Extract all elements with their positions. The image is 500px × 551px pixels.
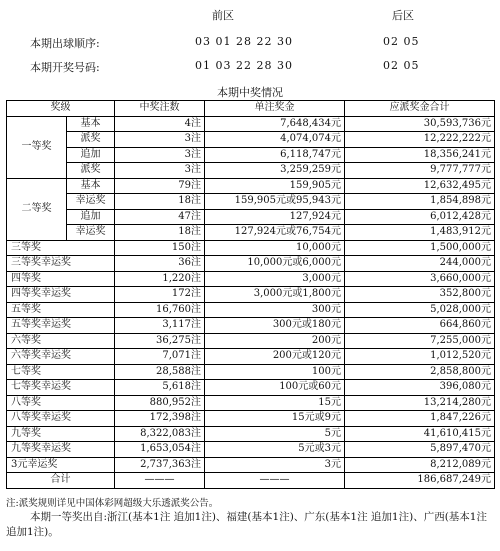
prize-subtype: 追加	[67, 209, 115, 225]
single-prize: 300元	[205, 302, 345, 318]
notes	[6, 497, 496, 540]
prize-level: 三等奖幸运奖	[7, 256, 115, 272]
winner-count: ———	[115, 473, 205, 489]
winner-count: 3注	[115, 163, 205, 179]
single-prize: 100元	[205, 364, 345, 380]
sorted-numbers-label: 本期开奖号码:	[30, 61, 100, 74]
prize-row	[7, 426, 495, 442]
header-total: 应派奖金合计	[345, 101, 495, 117]
prize-subtype: 基本	[67, 116, 115, 132]
single-prize: 3元	[205, 457, 345, 473]
total-prize: 6,012,428元	[345, 209, 495, 225]
sorted-front-numbers: 01 03 22 28 30	[195, 59, 293, 72]
winner-count: 172注	[115, 287, 205, 303]
total-prize: 7,255,000元	[345, 333, 495, 349]
second-prize-group-label: 二等奖	[7, 178, 67, 240]
second-prize-row	[7, 209, 495, 225]
total-prize: 186,687,249元	[345, 473, 495, 489]
winner-count: 47注	[115, 209, 205, 225]
total-prize: 41,610,415元	[345, 426, 495, 442]
winner-count: 3注	[115, 132, 205, 148]
prize-level: 九等奖	[7, 426, 115, 442]
winner-count: 2,737,363注	[115, 457, 205, 473]
total-prize: 5,028,000元	[345, 302, 495, 318]
prize-table-header	[7, 101, 495, 117]
prize-level: 六等奖幸运奖	[7, 349, 115, 365]
prize-subtype: 幸运奖	[67, 194, 115, 210]
first-prize-row	[7, 116, 495, 132]
first-prize-group-label: 一等奖	[7, 116, 67, 178]
single-prize: 200元或120元	[205, 349, 345, 365]
single-prize: 3,000元或1,800元	[205, 287, 345, 303]
prize-row	[7, 271, 495, 287]
prize-row	[7, 395, 495, 411]
single-prize: 300元或180元	[205, 318, 345, 334]
total-prize: 1,012,520元	[345, 349, 495, 365]
winner-count: 880,952注	[115, 395, 205, 411]
prize-row	[7, 302, 495, 318]
prize-subtype: 基本	[67, 178, 115, 194]
table-caption: 本期中奖情况	[217, 86, 283, 99]
winner-count: 36注	[115, 256, 205, 272]
prize-level: 八等奖	[7, 395, 115, 411]
prize-table	[6, 100, 495, 489]
prize-level: 九等奖幸运奖	[7, 442, 115, 458]
footnote: 注:派奖规则详见中国体彩网超级大乐透派奖公告。	[6, 498, 219, 509]
header-single-prize: 单注奖金	[205, 101, 345, 117]
prize-level: 五等奖幸运奖	[7, 318, 115, 334]
winner-count: 79注	[115, 178, 205, 194]
draw-order-back-numbers: 02 05	[383, 35, 420, 48]
total-prize: 12,222,222元	[345, 132, 495, 148]
first-prize-row	[7, 147, 495, 163]
prize-row	[7, 318, 495, 334]
prize-row	[7, 333, 495, 349]
single-prize: ———	[205, 473, 345, 489]
prize-row	[7, 457, 495, 473]
single-prize: 5元	[205, 426, 345, 442]
single-prize: 10,000元	[205, 240, 345, 256]
second-prize-row	[7, 178, 495, 194]
prize-level: 3元幸运奖	[7, 457, 115, 473]
single-prize: 10,000元或6,000元	[205, 256, 345, 272]
single-prize: 5元或3元	[205, 442, 345, 458]
winner-locations: 本期一等奖出自:浙江(基本1注 追加1注)、福建(基本1注)、广东(基本1注 追加1注)、广西(基本1注 追加1注)。	[6, 511, 487, 538]
winner-count: 1,653,054注	[115, 442, 205, 458]
sorted-back-numbers: 02 05	[383, 59, 420, 72]
header-level: 奖级	[7, 101, 115, 117]
prize-subtype: 追加	[67, 147, 115, 163]
winner-count: 18注	[115, 225, 205, 241]
total-prize: 13,214,280元	[345, 395, 495, 411]
single-prize: 159,905元或95,943元	[205, 194, 345, 210]
prize-row	[7, 364, 495, 380]
header-winners: 中奖注数	[115, 101, 205, 117]
winner-count: 16,760注	[115, 302, 205, 318]
winner-count: 5,618注	[115, 380, 205, 396]
winner-count: 18注	[115, 194, 205, 210]
prize-level: 七等奖幸运奖	[7, 380, 115, 396]
winner-count: 36,275注	[115, 333, 205, 349]
winner-count: 172,398注	[115, 411, 205, 427]
single-prize: 7,648,434元	[205, 116, 345, 132]
single-prize: 100元或60元	[205, 380, 345, 396]
winner-count: 28,588注	[115, 364, 205, 380]
prize-level: 六等奖	[7, 333, 115, 349]
single-prize: 15元	[205, 395, 345, 411]
total-prize: 9,777,777元	[345, 163, 495, 179]
prize-subtype: 幸运奖	[67, 225, 115, 241]
prize-level: 三等奖	[7, 240, 115, 256]
prize-subtype: 派奖	[67, 163, 115, 179]
total-prize: 18,356,241元	[345, 147, 495, 163]
total-prize: 1,854,898元	[345, 194, 495, 210]
total-prize: 12,632,495元	[345, 178, 495, 194]
draw-order-label: 本期出球顺序:	[30, 37, 100, 50]
single-prize: 200元	[205, 333, 345, 349]
single-prize: 127,924元或76,754元	[205, 225, 345, 241]
single-prize: 127,924元	[205, 209, 345, 225]
prize-row	[7, 256, 495, 272]
winner-count: 3,117注	[115, 318, 205, 334]
total-row	[7, 473, 495, 489]
total-prize: 3,660,000元	[345, 271, 495, 287]
prize-level: 八等奖幸运奖	[7, 411, 115, 427]
winner-count: 150注	[115, 240, 205, 256]
total-prize: 1,483,912元	[345, 225, 495, 241]
single-prize: 6,118,747元	[205, 147, 345, 163]
total-prize: 30,593,736元	[345, 116, 495, 132]
total-prize: 396,080元	[345, 380, 495, 396]
first-prize-row	[7, 163, 495, 179]
total-prize: 352,800元	[345, 287, 495, 303]
single-prize: 3,000元	[205, 271, 345, 287]
single-prize: 4,074,074元	[205, 132, 345, 148]
winner-count: 3注	[115, 147, 205, 163]
total-prize: 8,212,089元	[345, 457, 495, 473]
total-prize: 664,860元	[345, 318, 495, 334]
winner-count: 7,071注	[115, 349, 205, 365]
prize-subtype: 派奖	[67, 132, 115, 148]
prize-level: 四等奖幸运奖	[7, 287, 115, 303]
prize-level: 七等奖	[7, 364, 115, 380]
front-zone-title: 前区	[212, 9, 234, 22]
single-prize: 3,259,259元	[205, 163, 345, 179]
prize-row	[7, 349, 495, 365]
first-prize-row	[7, 132, 495, 148]
single-prize: 159,905元	[205, 178, 345, 194]
back-zone-title: 后区	[392, 9, 414, 22]
second-prize-row	[7, 194, 495, 210]
total-prize: 1,500,000元	[345, 240, 495, 256]
second-prize-row	[7, 225, 495, 241]
winner-count: 1,220注	[115, 271, 205, 287]
total-prize: 5,897,470元	[345, 442, 495, 458]
total-prize: 1,847,226元	[345, 411, 495, 427]
prize-row	[7, 411, 495, 427]
single-prize: 15元或9元	[205, 411, 345, 427]
prize-level: 四等奖	[7, 271, 115, 287]
total-prize: 2,858,800元	[345, 364, 495, 380]
prize-row	[7, 240, 495, 256]
total-prize: 244,000元	[345, 256, 495, 272]
prize-row	[7, 380, 495, 396]
draw-header	[0, 0, 500, 96]
prize-level: 五等奖	[7, 302, 115, 318]
prize-row	[7, 287, 495, 303]
draw-order-front-numbers: 03 01 28 22 30	[195, 35, 293, 48]
winner-count: 8,322,083注	[115, 426, 205, 442]
prize-row	[7, 442, 495, 458]
prize-level: 合计	[7, 473, 115, 489]
winner-count: 4注	[115, 116, 205, 132]
